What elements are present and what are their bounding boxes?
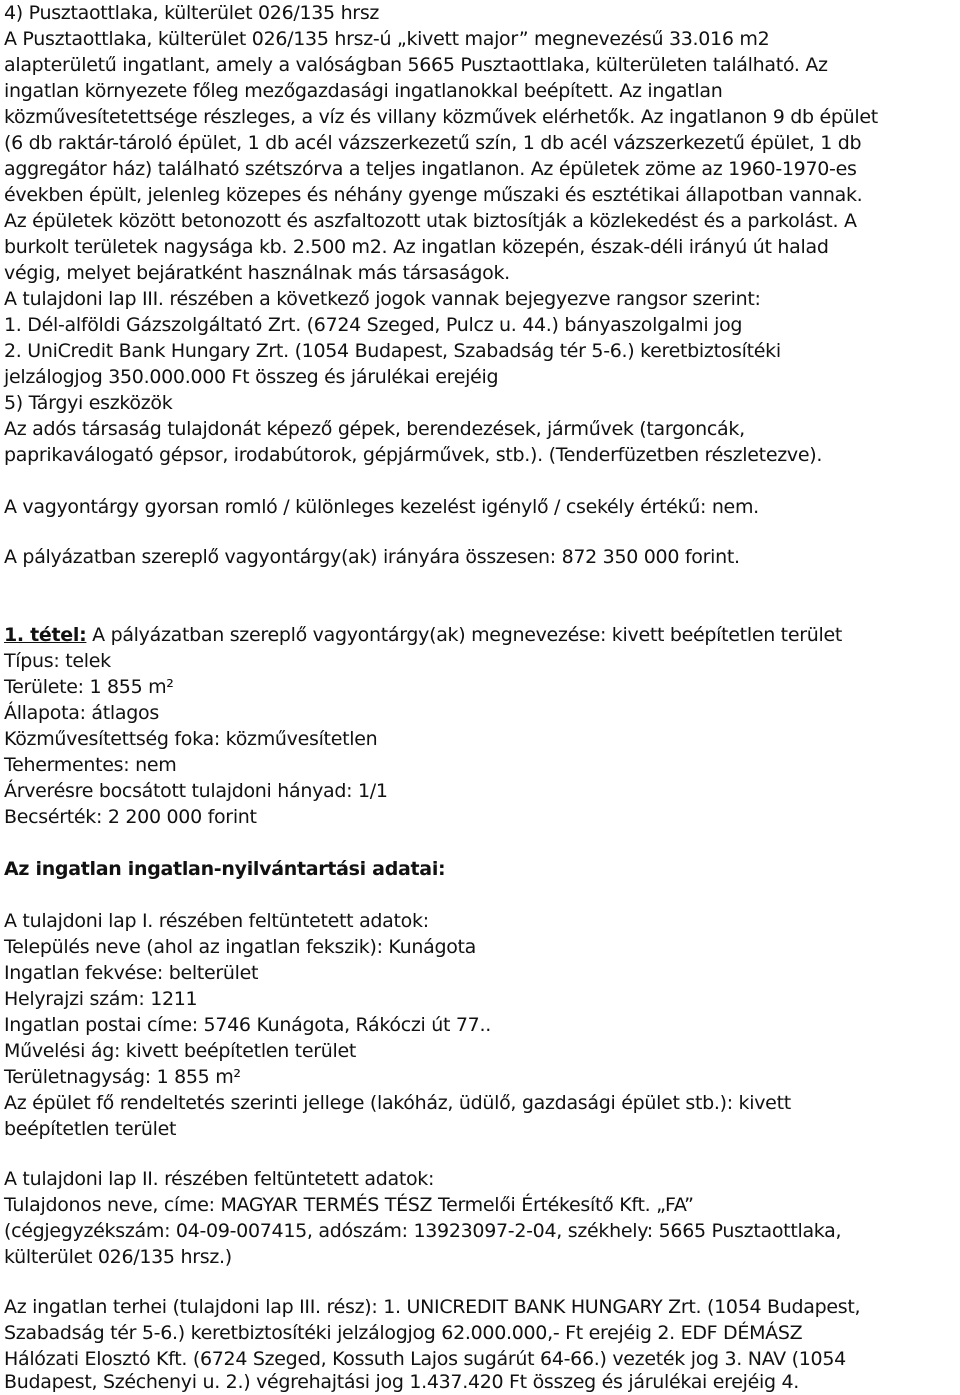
lot1-field: Állapota: átlagos <box>4 702 159 724</box>
item4-text-line: 2. UniCredit Bank Hungary Zrt. (1054 Budapest, Szabadság tér 5-6.) keretbiztosítéki <box>4 340 781 362</box>
registry-burdens-line: Az ingatlan terhei (tulajdoni lap III. rész): 1. UNICREDIT BANK HUNGARY Zrt. (1054 Budapest, <box>4 1296 861 1318</box>
registry-heading: Az ingatlan ingatlan-nyilvántartási adatai: <box>4 858 446 880</box>
item4-text-line: végig, melyet bejáratként használnak más társaságok. <box>4 262 510 284</box>
registry-burdens-line: Szabadság tér 5-6.) keretbiztosítéki jelzálogjog 62.000.000,- Ft erejéig 2. EDF DÉMÁSZ <box>4 1322 803 1344</box>
lot1-field: Árverésre bocsátott tulajdoni hányad: 1/1 <box>4 780 388 802</box>
lot1-field: Tehermentes: nem <box>4 754 177 776</box>
registry-part1-title: A tulajdoni lap I. részében feltüntetett adatok: <box>4 910 429 932</box>
registry-part2-field: Tulajdonos neve, címe: MAGYAR TERMÉS TÉSZ Termelői Értékesítő Kft. „FA” <box>4 1194 694 1216</box>
registry-part1-field: Ingatlan fekvése: belterület <box>4 962 259 984</box>
item4-heading: 4) Pusztaottlaka, külterület 026/135 hrsz <box>4 2 380 24</box>
item4-text-line: években épült, jelenleg közepes és néhány gyenge műszaki és esztétikai állapotban vannak. <box>4 184 863 206</box>
registry-part2-field: (cégjegyzékszám: 04-09-007415, adószám: 13923097-2-04, székhely: 5665 Pusztaottlaka, <box>4 1220 842 1242</box>
registry-part1-field: Település neve (ahol az ingatlan fekszik): Kunágota <box>4 936 477 958</box>
lot1-field: Típus: telek <box>4 650 111 672</box>
total-price-note: A pályázatban szereplő vagyontárgy(ak) irányára összesen: 872 350 000 forint. <box>4 546 740 568</box>
lot1-title <box>4 622 842 648</box>
item5-text-line: Az adós társaság tulajdonát képező gépek, berendezések, járművek (targoncák, <box>4 418 745 440</box>
item4-text-line: Az épületek között betonozott és aszfaltozott utak biztosítják a közlekedést és a parkolást. A <box>4 210 857 232</box>
item4-text-line: alapterületű ingatlant, amely a valóságban 5665 Pusztaottlaka, külterületen található. Az <box>4 54 828 76</box>
registry-part1-field: Helyrajzi szám: 1211 <box>4 988 198 1010</box>
lot1-field: Közművesítettség foka: közművesítetlen <box>4 728 378 750</box>
registry-part2-field: külterület 026/135 hrsz.) <box>4 1246 232 1268</box>
registry-part1-field: Az épület fő rendeltetés szerinti jellege (lakóház, üdülő, gazdasági épület stb.): kivett <box>4 1092 791 1114</box>
item4-text-line: burkolt területek nagysága kb. 2.500 m2. Az ingatlan közepén, észak-déli irányú út halad <box>4 236 829 258</box>
item4-text-line: közművesítetettsége részleges, a víz és villany közművek elérhetők. Az ingatlanon 9 db épület <box>4 106 878 128</box>
item4-text-line: aggregátor ház) található szétszórva a teljes ingatlanon. Az épületek zöme az 1960-1970-es <box>4 158 857 180</box>
item4-text-line: 1. Dél-alföldi Gázszolgáltató Zrt. (6724 Szeged, Pulcz u. 44.) bányaszolgalmi jog <box>4 314 743 336</box>
item4-text-line: A Pusztaottlaka, külterület 026/135 hrsz-ú „kivett major” megnevezésű 33.016 m2 <box>4 28 770 50</box>
lot1-number: 1. tétel: <box>4 624 87 646</box>
item5-heading: 5) Tárgyi eszközök <box>4 392 173 414</box>
registry-part1-field: beépítetlen terület <box>4 1118 177 1140</box>
registry-part2-title: A tulajdoni lap II. részében feltüntetett adatok: <box>4 1168 435 1190</box>
item4-text-line: ingatlan környezete főleg mezőgazdasági ingatlanokkal beépített. Az ingatlan <box>4 80 723 102</box>
lot1-field: Területe: 1 855 m² <box>4 676 174 698</box>
lot1-field: Becsérték: 2 200 000 forint <box>4 806 257 828</box>
registry-burdens-line: Budapest, Széchenyi u. 2.) végrehajtási jog 1.437.420 Ft összeg és járulékai erejéig 4. <box>4 1371 800 1393</box>
item5-text-line: paprikaválogató gépsor, irodabútorok, gépjárművek, stb.). (Tenderfüzetben részletezve). <box>4 444 823 466</box>
item4-text-line: A tulajdoni lap III. részében a következő jogok vannak bejegyezve rangsor szerint: <box>4 288 761 310</box>
registry-part1-field: Területnagyság: 1 855 m² <box>4 1066 241 1088</box>
registry-part1-field: Ingatlan postai címe: 5746 Kunágota, Rákóczi út 77.. <box>4 1014 491 1036</box>
item4-text-line: jelzálogjog 350.000.000 Ft összeg és járulékai erejéig <box>4 366 499 388</box>
registry-burdens-line: Hálózati Elosztó Kft. (6724 Szeged, Kossuth Lajos sugárút 64-66.) vezeték jog 3. NAV (1054 <box>4 1348 846 1370</box>
lot1-name: A pályázatban szereplő vagyontárgy(ak) megnevezése: kivett beépítetlen terület <box>86 624 842 646</box>
item4-text-line: (6 db raktár-tároló épület, 1 db acél vázszerkezetű szín, 1 db acél vázszerkezetű épület, 1 db <box>4 132 862 154</box>
perishable-note: A vagyontárgy gyorsan romló / különleges kezelést igénylő / csekély értékű: nem. <box>4 496 759 518</box>
registry-part1-field: Művelési ág: kivett beépítetlen terület <box>4 1040 356 1062</box>
